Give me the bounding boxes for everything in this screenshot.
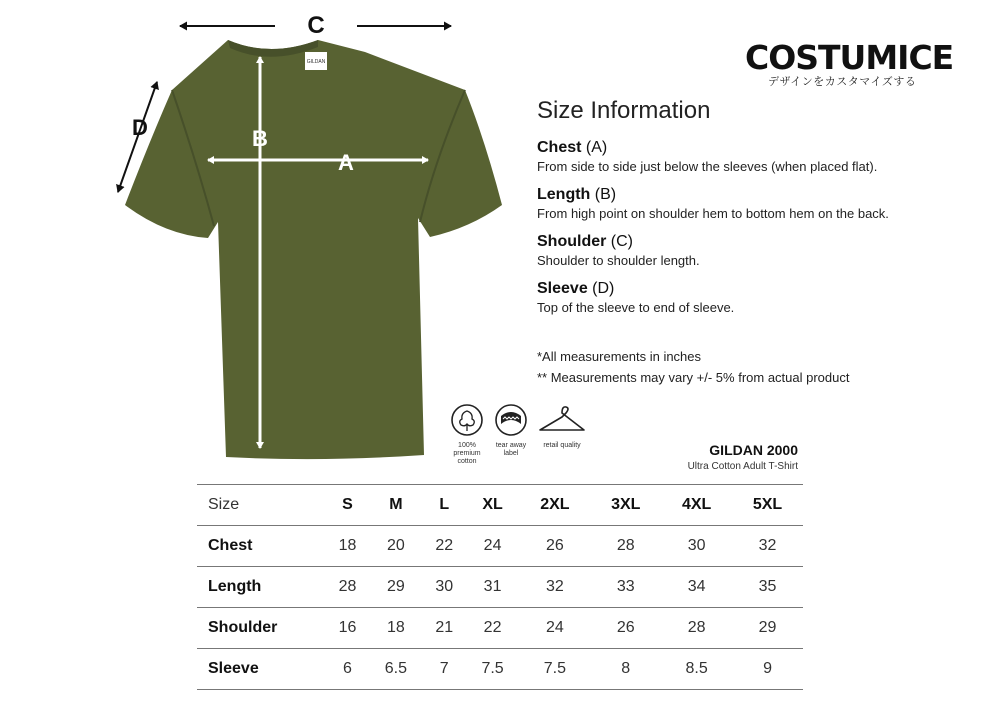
table-cell: 26 (519, 526, 590, 567)
table-row (197, 526, 803, 567)
measurement-description: Shoulder to shoulder length. (537, 253, 700, 268)
table-cell: 7 (423, 649, 466, 690)
feature-retail-quality (536, 403, 588, 450)
size-header: XL (466, 485, 520, 526)
feature-cotton (450, 403, 484, 466)
measurement-code: (D) (592, 280, 615, 297)
measurement-name: Sleeve (537, 280, 588, 297)
brand-logo: COSTUMICE (745, 38, 954, 77)
feature-label-line: retail quality (543, 442, 581, 449)
feature-tear-away (494, 403, 528, 458)
table-cell: 30 (423, 567, 466, 608)
table-cell: 8 (590, 649, 661, 690)
label-b: B (252, 126, 268, 151)
table-row (197, 608, 803, 649)
label-a: A (338, 150, 354, 175)
tshirt-body (125, 40, 502, 459)
header-label: Size (197, 485, 326, 526)
measurement-length (537, 186, 977, 221)
table-cell: 6.5 (369, 649, 423, 690)
size-header: 3XL (590, 485, 661, 526)
measurement-name: Length (537, 186, 591, 203)
table-row (197, 567, 803, 608)
neck-tag-text: GILDAN (306, 59, 326, 65)
size-header: L (423, 485, 466, 526)
size-header: 4XL (661, 485, 732, 526)
row-label: Sleeve (197, 649, 326, 690)
feature-label-line: 100% (458, 442, 476, 449)
table-row (197, 649, 803, 690)
measurement-name: Chest (537, 139, 582, 156)
size-info-title: Size Information (537, 97, 711, 124)
table-cell: 32 (519, 567, 590, 608)
table-cell: 18 (369, 608, 423, 649)
size-information (537, 97, 977, 327)
measurement-code: (B) (594, 186, 617, 203)
note-units: *All measurements in inches (537, 349, 702, 364)
table-cell: 22 (423, 526, 466, 567)
table-cell: 28 (326, 567, 369, 608)
size-chart-table (197, 484, 803, 690)
table-cell: 24 (466, 526, 520, 567)
table-cell: 35 (732, 567, 803, 608)
hanger-icon (536, 403, 588, 437)
label-d: D (132, 115, 148, 140)
product-info (650, 442, 798, 472)
table-cell: 24 (519, 608, 590, 649)
measurement-code: (A) (585, 139, 608, 156)
table-cell: 16 (326, 608, 369, 649)
product-name: GILDAN 2000 (709, 442, 798, 458)
measurement-notes (537, 346, 849, 388)
measurement-chest (537, 139, 977, 174)
table-cell: 7.5 (519, 649, 590, 690)
size-header: M (369, 485, 423, 526)
size-header: S (326, 485, 369, 526)
row-label: Shoulder (197, 608, 326, 649)
table-cell: 9 (732, 649, 803, 690)
measurement-description: From side to side just below the sleeves (when placed flat). (537, 159, 878, 174)
table-cell: 21 (423, 608, 466, 649)
table-cell: 33 (590, 567, 661, 608)
cotton-icon (450, 403, 484, 437)
table-cell: 31 (466, 567, 520, 608)
feature-label-line: premium (453, 450, 481, 457)
table-cell: 20 (369, 526, 423, 567)
label-c: C (307, 12, 325, 39)
table-cell: 29 (732, 608, 803, 649)
table-cell: 30 (661, 526, 732, 567)
table-cell: 7.5 (466, 649, 520, 690)
table-cell: 34 (661, 567, 732, 608)
size-header: 5XL (732, 485, 803, 526)
measurement-shoulder (537, 233, 977, 268)
measurement-name: Shoulder (537, 233, 607, 250)
table-cell: 22 (466, 608, 520, 649)
table-cell: 28 (590, 526, 661, 567)
note-variance: ** Measurements may vary +/- 5% from actual product (537, 370, 850, 385)
table-cell: 18 (326, 526, 369, 567)
row-label: Length (197, 567, 326, 608)
measurement-sleeve (537, 280, 977, 315)
table-cell: 26 (590, 608, 661, 649)
feature-label-line: label (503, 450, 519, 457)
brand-tagline: デザインをカスタマイズする (768, 76, 917, 88)
table-cell: 8.5 (661, 649, 732, 690)
table-cell: 29 (369, 567, 423, 608)
table-cell: 32 (732, 526, 803, 567)
feature-label-line: cotton (457, 458, 477, 465)
table-header-row (197, 485, 803, 526)
measurement-code: (C) (610, 233, 634, 250)
row-label: Chest (197, 526, 326, 567)
table-cell: 28 (661, 608, 732, 649)
product-description: Ultra Cotton Adult T-Shirt (687, 461, 798, 472)
table-cell: 6 (326, 649, 369, 690)
measurement-description: Top of the sleeve to end of sleeve. (537, 300, 735, 315)
tear-away-label-icon (494, 403, 528, 437)
feature-label-line: tear away (495, 442, 527, 449)
size-header: 2XL (519, 485, 590, 526)
tshirt-diagram (0, 0, 530, 470)
measurement-description: From high point on shoulder hem to bottom hem on the back. (537, 206, 889, 221)
